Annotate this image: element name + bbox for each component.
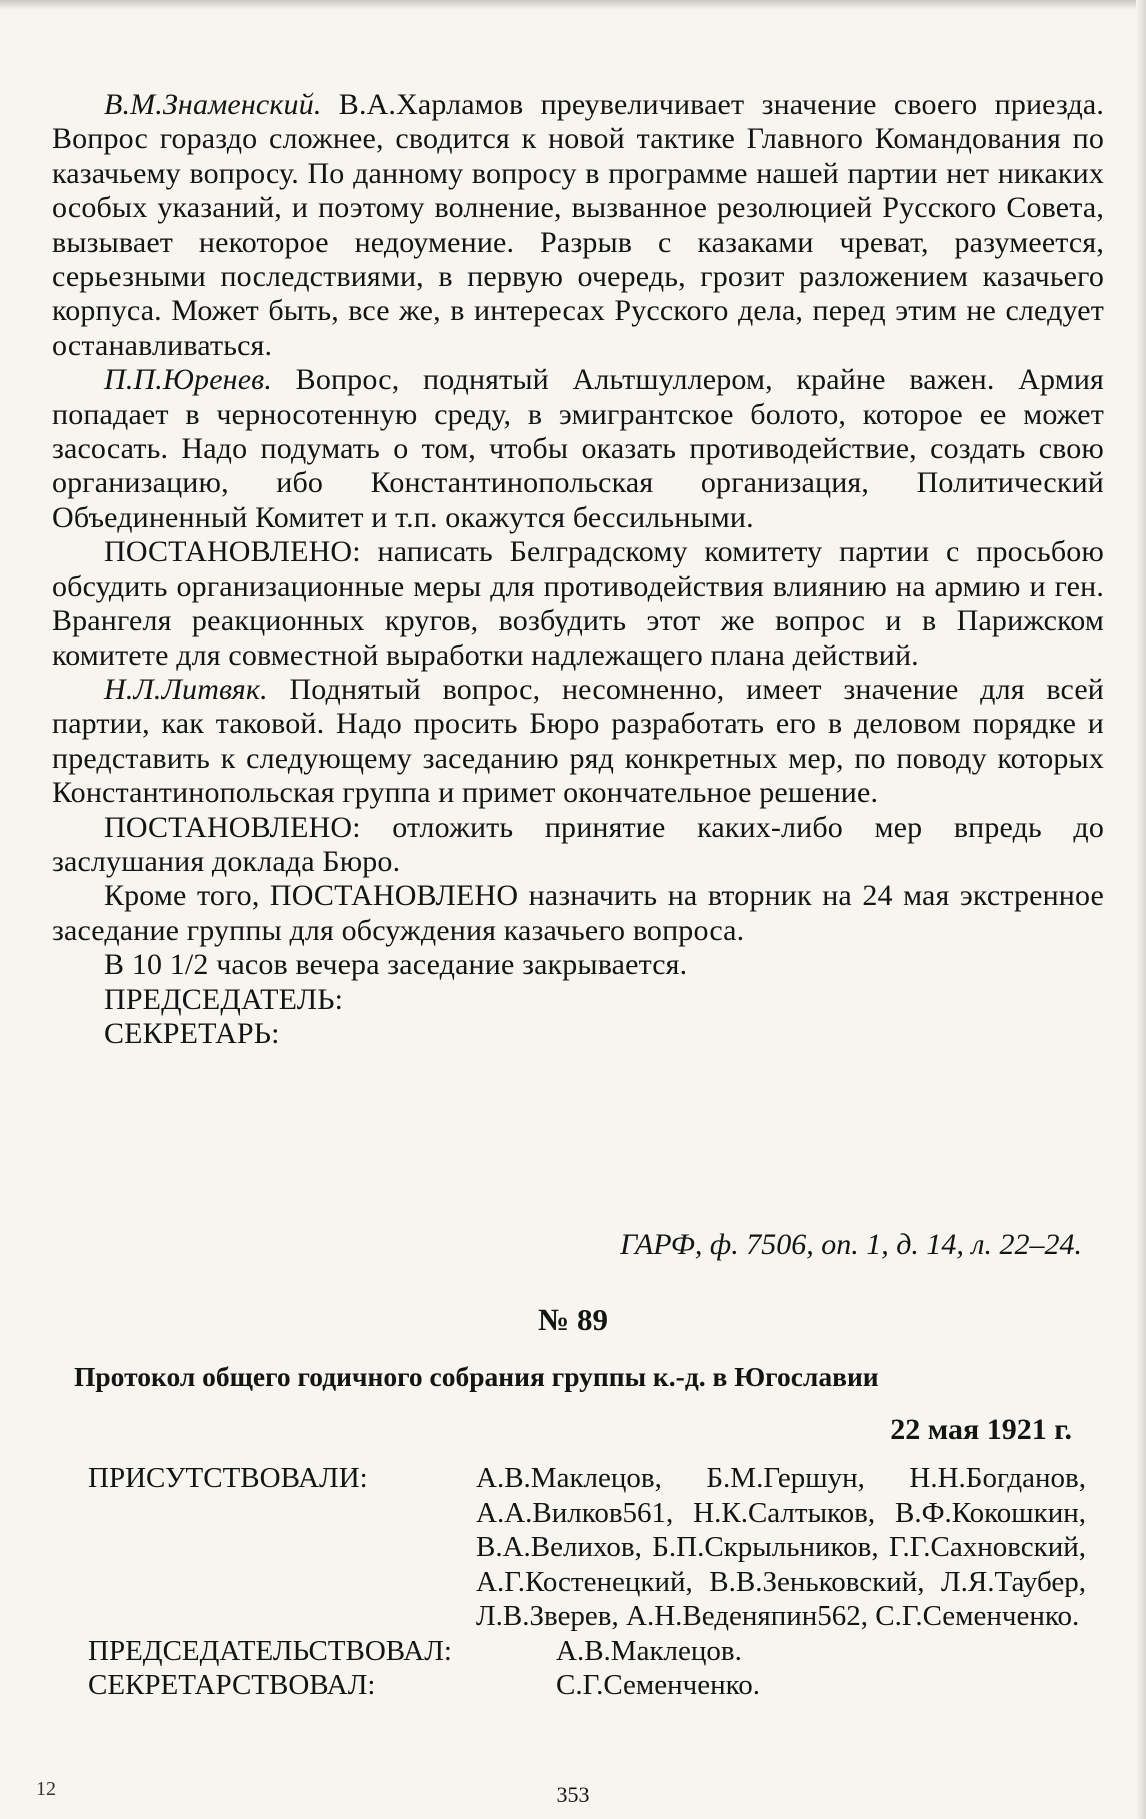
attendance-value: А.В.Маклецов, Б.М.Гершун, Н.Н.Богданов, А.А.Вилков561, Н.К.Салтыков, В.Ф.Кокошкин, В.А.Велихов, Б.П.Скрыльников, Г.Г.Сахновский, А.Г.Костенецкий, В.В.Зеньковский, Л.Я.Таубер, Л.В.Зверев, А.Н.Веденяпин562, С.Г.Семенченко. (476, 1462, 1086, 1632)
attendance-block (88, 1461, 1104, 1703)
document-date: 22 мая 1921 г. (890, 1413, 1072, 1446)
page-number: 353 (556, 1782, 590, 1807)
document-number: № 89 (538, 1302, 608, 1337)
attendance-row-chaired (88, 1634, 1104, 1669)
attendance-row-secretary (88, 1668, 1104, 1703)
paragraph-text: ПОСТАНОВЛЕНО: отложить принятие каких-либо мер впредь до заслушания доклада Бюро. (52, 810, 1104, 878)
speaker-name: В.М.Знаменский. (104, 88, 322, 121)
paragraph-text: Кроме того, ПОСТАНОВЛЕНО назначить на вторник на 24 мая экстренное заседание группы для обсуждения казачьего вопроса. (52, 879, 1104, 947)
attendance-label: ПРИСУТСТВОВАЛИ: (88, 1462, 368, 1494)
speaker-name: П.П.Юренев. (104, 363, 272, 397)
speaker-name: Н.Л.Литвяк. (104, 672, 268, 706)
paragraph-text: СЕКРЕТАРЬ: (104, 1016, 280, 1050)
paragraph-litvyak (52, 673, 1104, 811)
secretary-line (52, 1017, 1104, 1051)
attendance-row-present (88, 1461, 1104, 1634)
paragraph-resolution-3 (52, 879, 1104, 948)
scan-top-edge (0, 0, 1146, 10)
paragraph-text: В.А.Харламов преувеличивает значение своего приезда. Вопрос гораздо сложнее, сводится к новой тактике Главного Командования по казачьему вопросу. По данному вопросу в программе нашей партии нет никаких особых указаний, и поэтому волнение, вызванное резолюцией Русского Совета, вызывает некоторое недоумение. Разрыв с казаками чреват, разумеется, серьезными последствиями, в первую очередь, грозит разложением казачьего корпуса. Может быть, все же, в интересах Русского дела, перед этим не следует останавливаться. (52, 88, 1104, 362)
paragraph-text: Вопрос, поднятый Альтшуллером, крайне важен. Армия попадает в черносотенную среду, в эмигрантское болото, которое ее может засосать. Надо подумать о том, чтобы оказать противодействие, создать свою организацию, ибо Константинопольская организация, Политический Объединенный Комитет и т.п. окажутся бессильными. (52, 363, 1104, 534)
attendance-label: СЕКРЕТАРСТВОВАЛ: (88, 1669, 376, 1701)
attendance-value: С.Г.Семенченко. (556, 1669, 760, 1701)
attendance-value: А.В.Маклецов. (556, 1634, 742, 1667)
paragraph-znamensky (52, 88, 1104, 363)
paragraph-text: ПОСТАНОВЛЕНО: написать Белградскому комитету партии с просьбою обсудить организационные меры для противодействия влиянию на армию и ген. Врангеля реакционных кругов, возбудить этот же вопрос и в Парижском комитете для совместной выработки надлежащего плана действий. (52, 535, 1104, 672)
attendance-label: ПРЕДСЕДАТЕЛЬСТВОВАЛ: (88, 1634, 452, 1667)
paragraph-resolution-1 (52, 535, 1104, 673)
document-title: Протокол общего годичного собрания группы к.-д. в Югославии (74, 1361, 879, 1392)
paragraph-text: Поднятый вопрос, несомненно, имеет значение для всей партии, как таковой. Надо просить Бюро разработать его в деловом порядке и представить к следующему заседанию ряд конкретных мер, по поводу которых Константинопольская группа и примет окончательное решение. (52, 672, 1104, 810)
archive-source-reference: ГАРФ, ф. 7506, оп. 1, д. 14, л. 22–24. (620, 1228, 1082, 1261)
paragraph-text: В 10 1/2 часов вечера заседание закрывается. (104, 948, 688, 982)
meeting-minutes-text (52, 88, 1104, 1051)
scan-right-edge (1136, 0, 1146, 1819)
corner-number: 12 (36, 1778, 56, 1800)
paragraph-closing (52, 948, 1104, 982)
chairman-line (52, 983, 1104, 1017)
paragraph-text: ПРЕДСЕДАТЕЛЬ: (104, 982, 344, 1016)
paragraph-resolution-2 (52, 811, 1104, 880)
paragraph-yurenev (52, 363, 1104, 535)
